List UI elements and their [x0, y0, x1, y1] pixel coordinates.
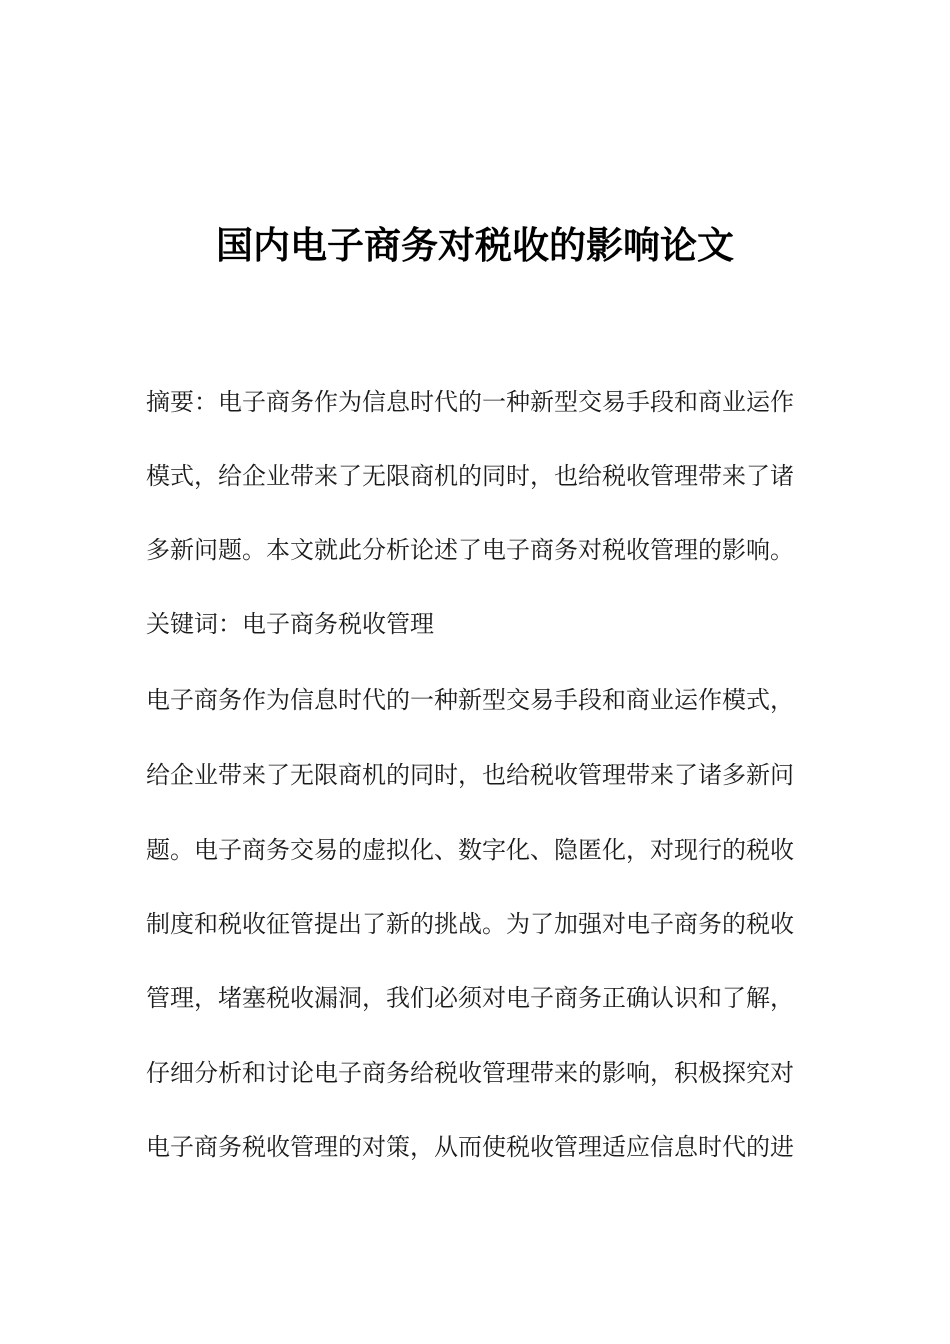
keywords-line: 关键词：电子商务税收管理 — [146, 610, 434, 638]
body-line-3: 题。电子商务交易的虚拟化、数字化、隐匿化，对现行的税收 — [146, 836, 794, 864]
body-line-4: 制度和税收征管提出了新的挑战。为了加强对电子商务的税收 — [146, 910, 794, 938]
body-line-2: 给企业带来了无限商机的同时，也给税收管理带来了诸多新问 — [146, 761, 794, 789]
document-title: 国内电子商务对税收的影响论文 — [216, 224, 734, 267]
abstract-line-3: 多新问题。本文就此分析论述了电子商务对税收管理的影响。 — [146, 536, 794, 564]
abstract-line-2: 模式，给企业带来了无限商机的同时，也给税收管理带来了诸 — [146, 462, 794, 490]
abstract-line-1: 摘要：电子商务作为信息时代的一种新型交易手段和商业运作 — [146, 388, 794, 416]
body-line-1: 电子商务作为信息时代的一种新型交易手段和商业运作模式， — [146, 686, 794, 714]
body-line-5: 管理，堵塞税收漏洞，我们必须对电子商务正确认识和了解， — [146, 984, 794, 1012]
body-line-7: 电子商务税收管理的对策，从而使税收管理适应信息时代的进 — [146, 1133, 794, 1161]
body-line-6: 仔细分析和讨论电子商务给税收管理带来的影响，积极探究对 — [146, 1059, 794, 1087]
